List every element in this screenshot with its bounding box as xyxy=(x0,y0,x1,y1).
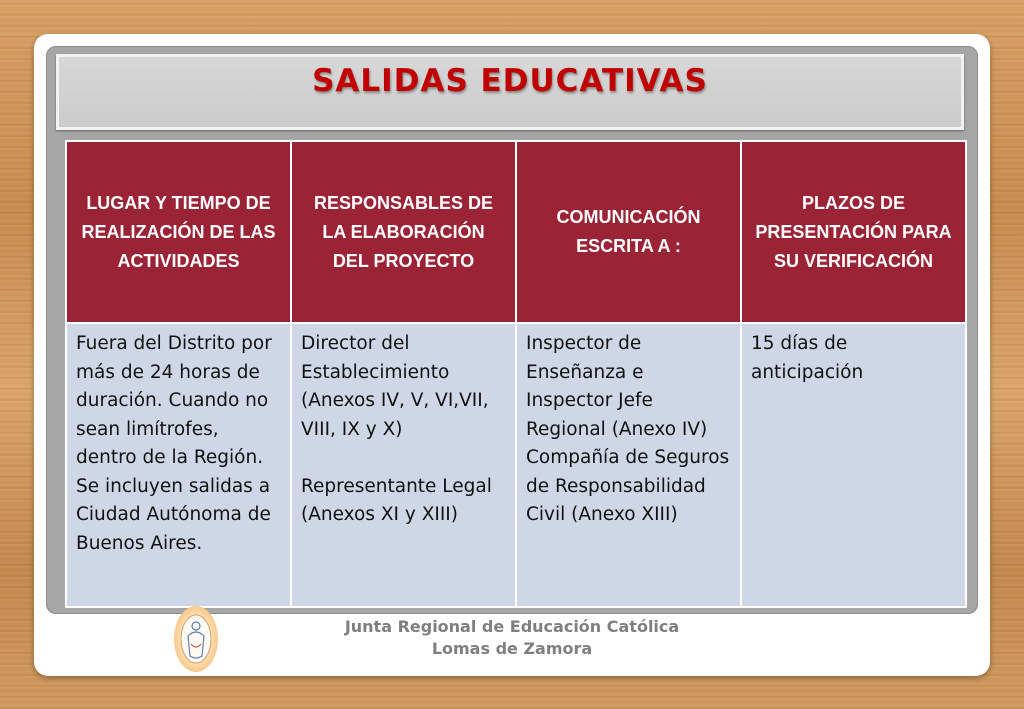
header-comunicacion: COMUNICACIÓN ESCRITA A : xyxy=(516,141,741,323)
slide-title: SALIDAS EDUCATIVAS xyxy=(312,63,708,99)
footer-location: Lomas de Zamora xyxy=(431,639,593,658)
table-row xyxy=(66,323,966,607)
title-bar xyxy=(56,54,964,130)
info-table xyxy=(65,140,967,608)
header-plazos: PLAZOS DE PRESENTACIÓN PARA SU VERIFICACIÓN xyxy=(741,141,966,323)
cell-lugar-tiempo xyxy=(66,323,291,607)
slide-card xyxy=(34,34,990,676)
content-frame xyxy=(46,46,978,614)
footer xyxy=(34,616,990,660)
cell-plazos xyxy=(741,323,966,607)
cell-text: Director del Establecimiento (Anexos IV, V, VI,VII, VIII, IX y X) Representante Legal (Anexos XI y XIII) xyxy=(301,333,492,525)
header-responsables: RESPONSABLES DE LA ELABORACIÓN DEL PROYECTO xyxy=(291,141,516,323)
cell-text: Fuera del Distrito por más de 24 horas de duración. Cuando no sean limítrofes, dentro de la Región. Se incluyen salidas a Ciudad Autónoma de Buenos Aires. xyxy=(76,333,272,554)
cell-text: 15 días de anticipación xyxy=(751,333,864,383)
footer-organization: Junta Regional de Educación Católica xyxy=(344,617,680,636)
cell-responsables xyxy=(291,323,516,607)
header-lugar-tiempo: LUGAR Y TIEMPO DE REALIZACIÓN DE LAS ACTIVIDADES xyxy=(66,141,291,323)
cell-comunicacion xyxy=(516,323,741,607)
header-row xyxy=(66,141,966,323)
cell-text: Inspector de Enseñanza e Inspector Jefe Regional (Anexo IV) Compañía de Seguros de Responsabilidad Civil (Anexo XIII) xyxy=(526,333,730,525)
